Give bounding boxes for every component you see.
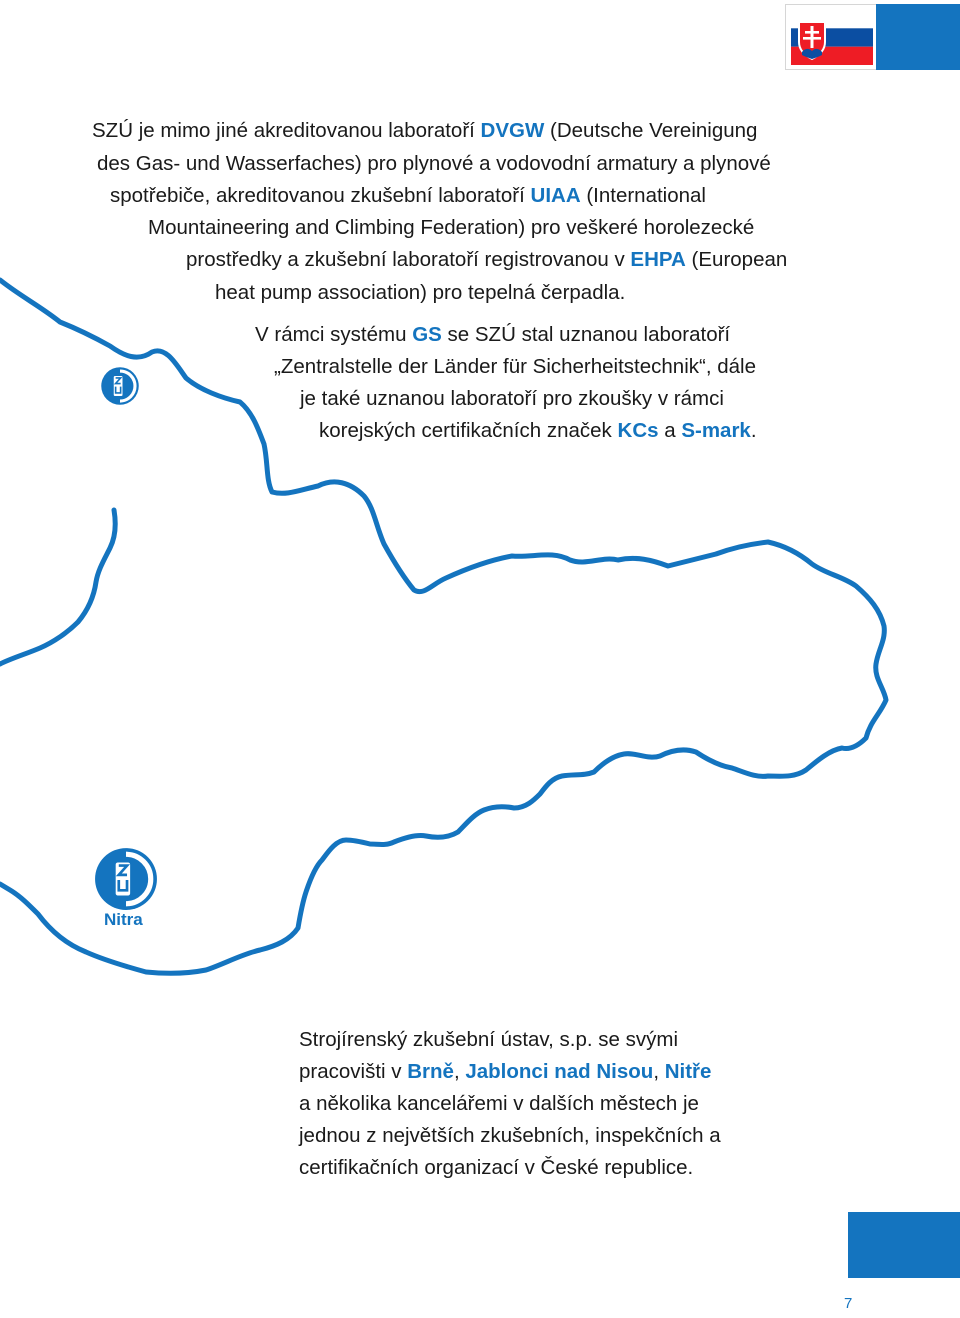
border-path-west (0, 510, 115, 664)
text-segment: se SZÚ stal uznanou laboratoří (441, 323, 731, 346)
highlight-term: Nitře (664, 1060, 712, 1083)
szu-logo-icon (100, 366, 140, 406)
gs-line (319, 419, 757, 443)
summary-line (299, 1028, 678, 1052)
text-segment: , (653, 1060, 665, 1083)
text-segment: pracovišti v (299, 1060, 408, 1083)
footer-blue-block (848, 1212, 960, 1278)
text-segment: Mountaineering and Climbing Federation) pro veškeré horolezecké (148, 216, 755, 239)
gs-line (274, 355, 756, 379)
highlight-term: S-mark (681, 419, 751, 442)
highlight-term: EHPA (630, 248, 686, 271)
highlight-term: UIAA (530, 184, 581, 207)
szu-logo-icon (93, 846, 159, 912)
summary-line (299, 1156, 693, 1180)
summary-line (299, 1092, 699, 1116)
text-segment: spotřebiče, akreditovanou zkušební laboratoří (110, 184, 531, 207)
text-segment: a (658, 419, 682, 442)
text-segment: Strojírenský zkušební ústav, s.p. se svými (299, 1028, 678, 1051)
intro-line (186, 248, 787, 272)
text-segment: jednou z největších zkušebních, inspekčních a (299, 1124, 721, 1147)
intro-line (92, 119, 757, 143)
highlight-term: GS (412, 323, 442, 346)
city-label-nitra: Nitra (104, 910, 143, 929)
text-segment: V rámci systému (255, 323, 413, 346)
text-segment: „Zentralstelle der Länder für Sicherheitstechnik“, dále (274, 355, 756, 378)
highlight-term: DVGW (480, 119, 545, 142)
page-number: 7 (844, 1295, 853, 1312)
text-segment: prostředky a zkušební laboratoří registrovanou v (186, 248, 631, 271)
intro-line (215, 281, 625, 305)
highlight-term: Brně (407, 1060, 454, 1083)
text-segment: des Gas- und Wasserfaches) pro plynové a vodovodní armatury a plynové (97, 152, 771, 175)
summary-line (299, 1124, 721, 1148)
text-segment: a několika kancelářemi v dalších městech je (299, 1092, 699, 1115)
text-segment: , (453, 1060, 466, 1083)
text-segment: (International (580, 184, 706, 207)
slovak-flag-icon (791, 10, 873, 65)
highlight-term: Jablonci nad Nisou (465, 1060, 654, 1083)
gs-line (255, 323, 730, 347)
text-segment: (Deutsche Vereinigung (544, 119, 758, 142)
text-segment: SZÚ je mimo jiné akreditovanou laboratoří (92, 119, 481, 142)
intro-line (97, 152, 771, 176)
gs-line (300, 387, 724, 411)
text-segment: certifikačních organizací v České republice. (299, 1156, 694, 1179)
text-segment: heat pump association) pro tepelná čerpadla. (215, 281, 626, 304)
flag-blue-block (876, 4, 960, 70)
text-segment: (European (685, 248, 788, 271)
text-segment: je také uznanou laboratoří pro zkoušky v rámci (300, 387, 724, 410)
summary-line (299, 1060, 711, 1084)
highlight-term: KCs (617, 419, 659, 442)
intro-line (110, 184, 706, 208)
intro-line (148, 216, 754, 240)
text-segment: . (750, 419, 757, 442)
text-segment: korejských certifikačních značek (319, 419, 618, 442)
